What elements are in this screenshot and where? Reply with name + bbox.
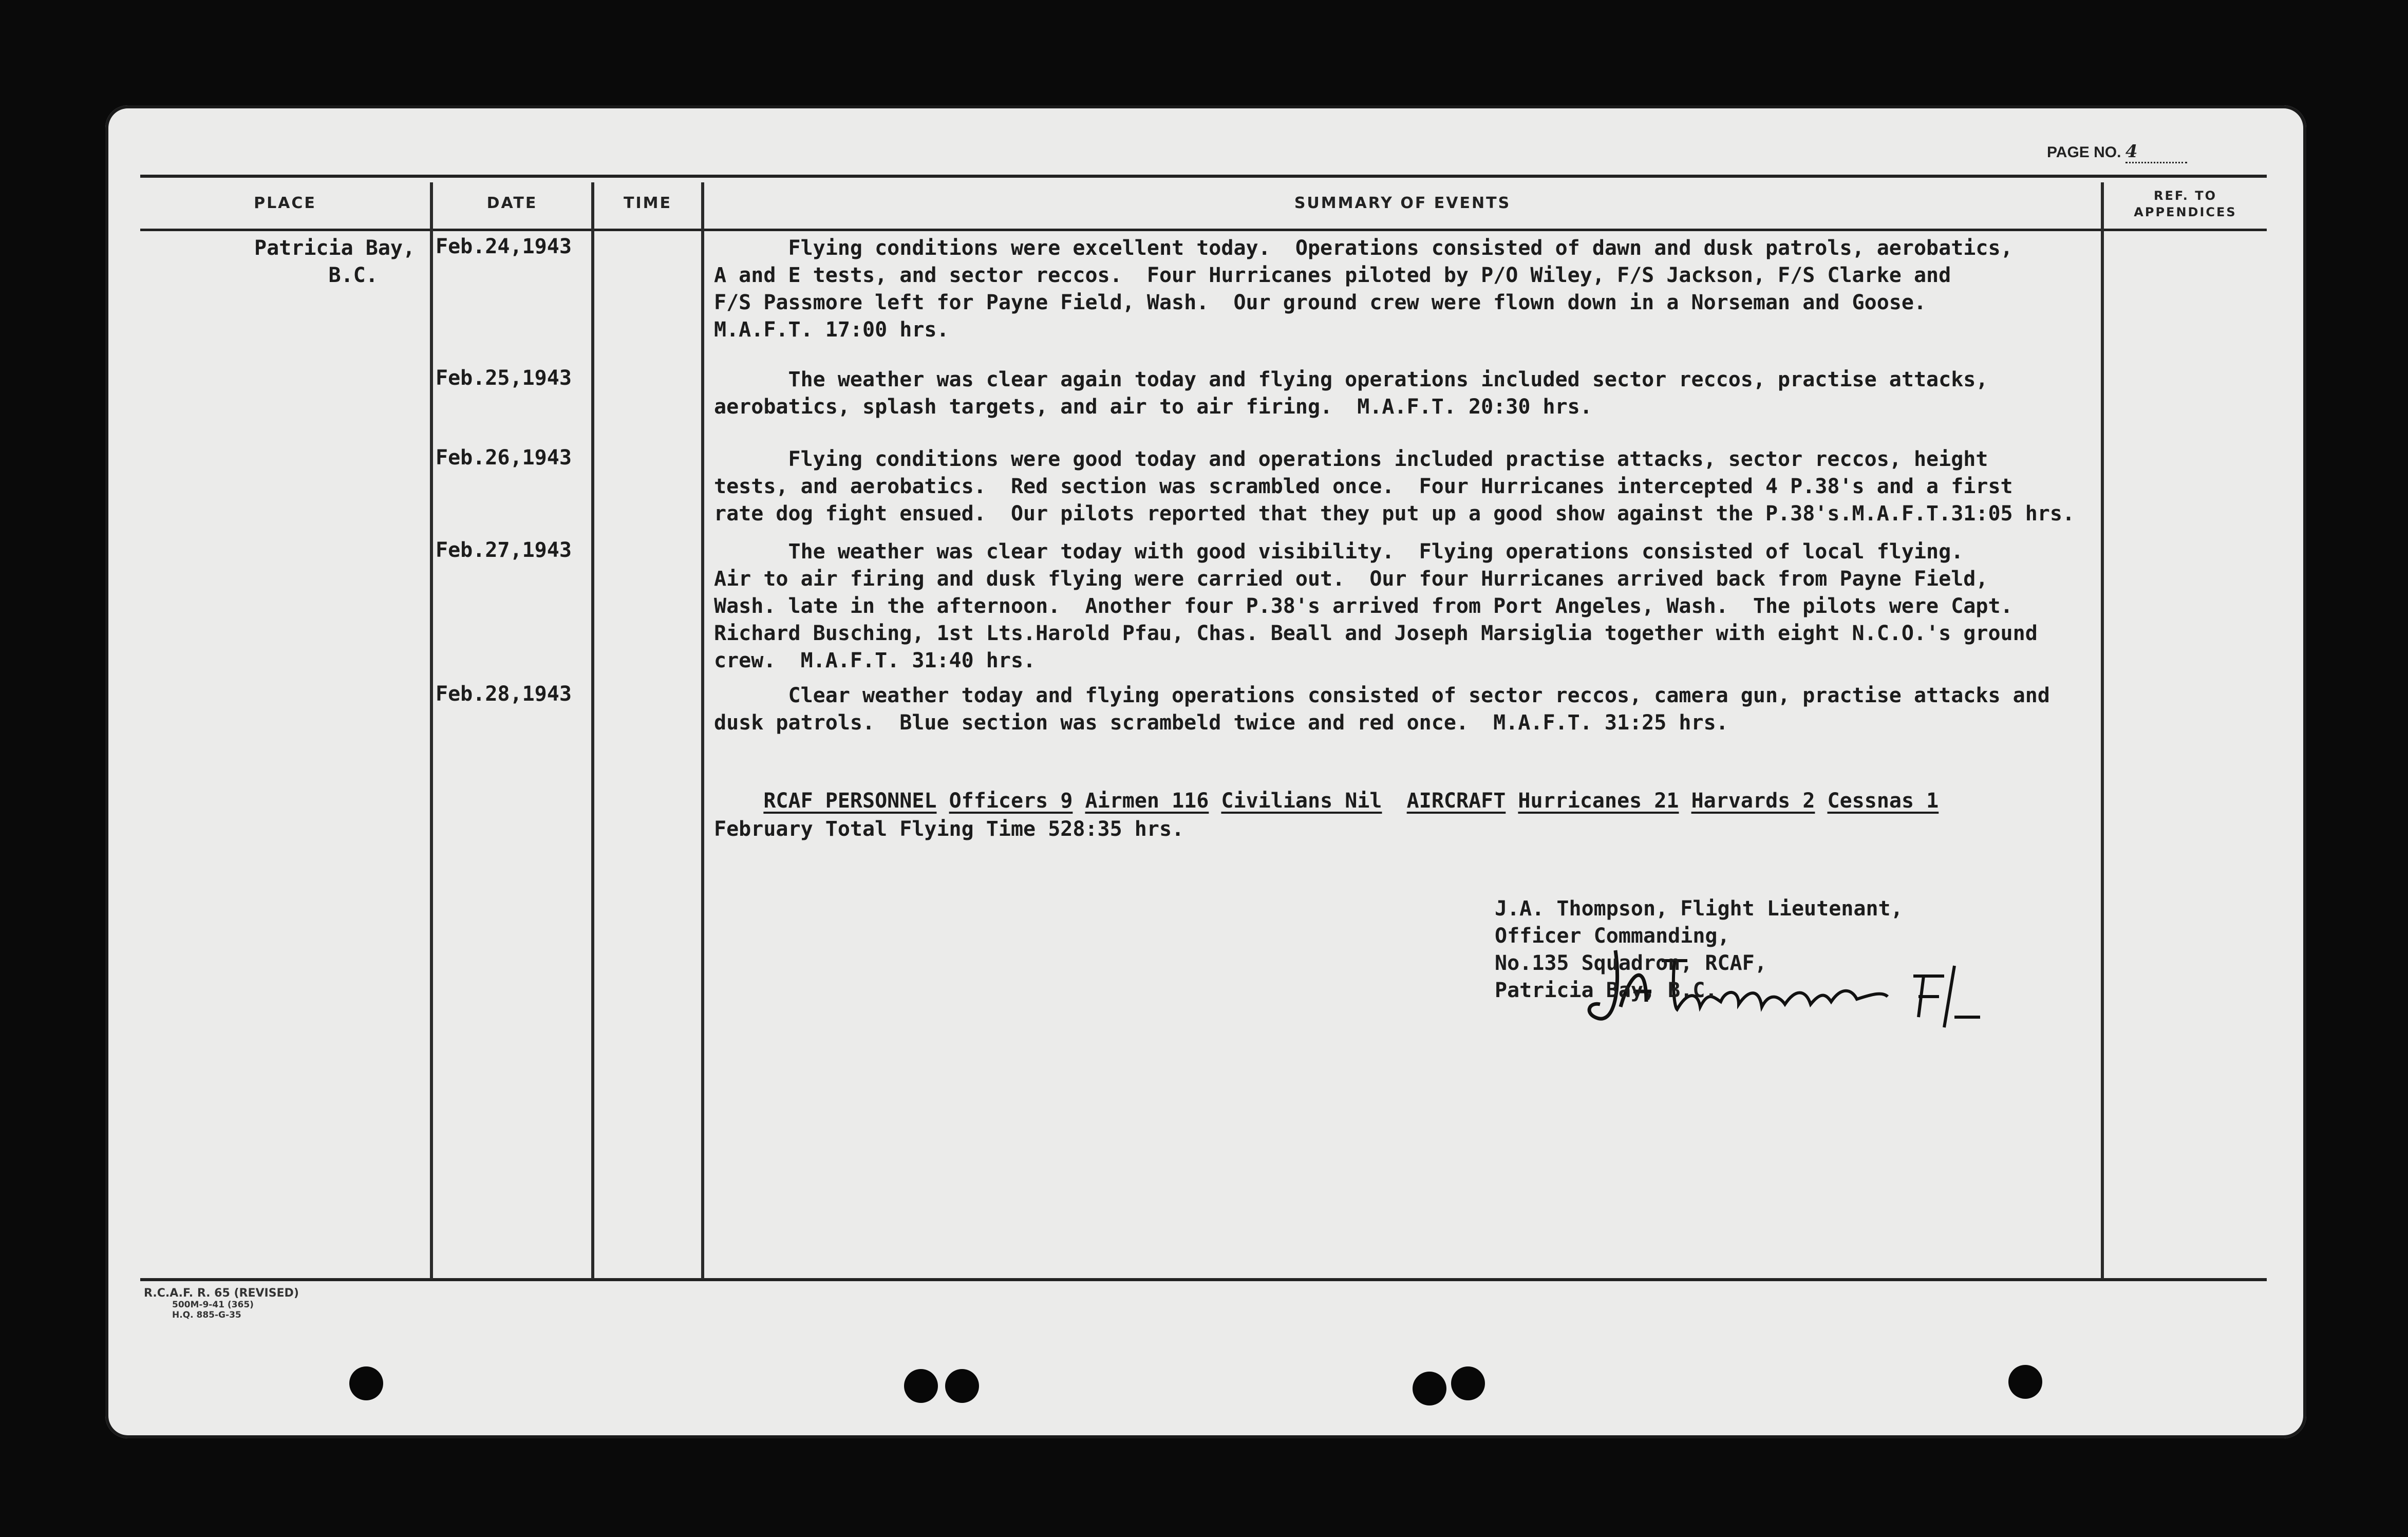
- personnel-officers: Officers 9: [949, 789, 1073, 813]
- personnel-label: RCAF PERSONNEL: [763, 789, 937, 813]
- divider-date-time: [591, 182, 594, 1279]
- signature-line: Officer Commanding,: [1495, 924, 1730, 948]
- punch-hole: [2008, 1365, 2042, 1399]
- place-cell: Patricia Bay, B.C.: [254, 236, 416, 287]
- aircraft-harvards: Harvards 2: [1691, 789, 1815, 813]
- punch-hole: [1451, 1366, 1485, 1400]
- divider-summary-ref: [2101, 182, 2104, 1279]
- entry-summary: Flying conditions were excellent today. Operations consisted of dawn and dusk patrols, aerobatics, A and E tests, and sector reccos. Four Hurricanes piloted by P/O Wiley, F/S Jackson, F/S Clarke and F/S Passmore left for Payne Field, Wash. Our ground crew were flown down in a Norseman and Goose. M.A.F.T. 17:00 hrs.: [714, 236, 2013, 342]
- punch-hole: [945, 1369, 979, 1403]
- entry-summary: Flying conditions were good today and operations included practise attacks, sector reccos, height tests, and aerobatics. Red section was scrambled once. Four Hurricanes intercepted 4 P.38's and a first rate dog fight ensued. Our pilots reported that they put up a good show against the P.38's.M.A.F.T.31:05 hrs.: [714, 447, 2075, 526]
- header-summary: SUMMARY OF EVENTS: [1294, 194, 1511, 212]
- monthly-total: February Total Flying Time 528:35 hrs.: [714, 817, 1184, 841]
- page-number-value: 4: [2125, 141, 2187, 163]
- punch-hole: [904, 1369, 938, 1403]
- divider-place-date: [430, 182, 433, 1279]
- page-number-label: PAGE NO.: [2047, 144, 2121, 161]
- header-time: TIME: [624, 194, 672, 212]
- divider-time-summary: [701, 182, 704, 1279]
- diary-card: [105, 105, 2306, 1438]
- personnel-civilians: Civilians Nil: [1221, 789, 1382, 813]
- form-id: [144, 1287, 299, 1320]
- aircraft-hurricanes: Hurricanes 21: [1518, 789, 1679, 813]
- entry-date: Feb.24,1943: [436, 235, 572, 258]
- signature-line: Patricia Bay, B.C.: [1495, 979, 1718, 1002]
- page-number: [2047, 141, 2187, 163]
- footer-rule: [140, 1278, 2267, 1281]
- entry-summary: The weather was clear today with good visibility. Flying operations consisted of local flying. Air to air firing and dusk flying were carried out. Our four Hurricanes arrived back from Payne Field, Wash. late in the afternoon. Another four P.38's arrived from Port Angeles, Wash. The pilots were Capt. Richard Busching, 1st Lts.Harold Pfau, Chas. Beall and Joseph Marsiglia together with eight N.C.O.'s ground crew. M.A.F.T. 31:40 hrs.: [714, 540, 2038, 672]
- personnel-airmen: Airmen 116: [1085, 789, 1209, 813]
- header-top-rule: [140, 175, 2267, 178]
- form-id-line: 500M-9-41 (365): [172, 1300, 254, 1310]
- aircraft-cessnas: Cessnas 1: [1827, 789, 1939, 813]
- entry-date: Feb.27,1943: [436, 538, 572, 562]
- header-date: DATE: [486, 194, 538, 212]
- signature-line: J.A. Thompson, Flight Lieutenant,: [1495, 897, 1903, 921]
- punch-hole: [349, 1366, 383, 1400]
- header-place: PLACE: [254, 194, 316, 212]
- form-id-line: R.C.A.F. R. 65 (REVISED): [144, 1287, 299, 1300]
- entry-date: Feb.26,1943: [436, 446, 572, 470]
- punch-hole: [1413, 1372, 1446, 1405]
- aircraft-label: AIRCRAFT: [1406, 789, 1506, 813]
- form-id-line: H.Q. 885-G-35: [172, 1310, 241, 1320]
- signature-line: No.135 Squadron, RCAF,: [1495, 951, 1767, 975]
- entry-date: Feb.28,1943: [436, 682, 572, 706]
- entry-date: Feb.25,1943: [436, 366, 572, 390]
- entry-summary: Clear weather today and flying operations consisted of sector reccos, camera gun, practise attacks and dusk patrols. Blue section was scrambeld twice and red once. M.A.F.T. 31:25 hrs.: [714, 684, 2050, 735]
- header-bottom-rule: [140, 229, 2267, 231]
- entry-summary: The weather was clear again today and flying operations included sector reccos, practise attacks, aerobatics, splash targets, and air to air firing. M.A.F.T. 20:30 hrs.: [714, 368, 1988, 419]
- header-ref-appendices: REF. TO APPENDICES: [2134, 189, 2237, 219]
